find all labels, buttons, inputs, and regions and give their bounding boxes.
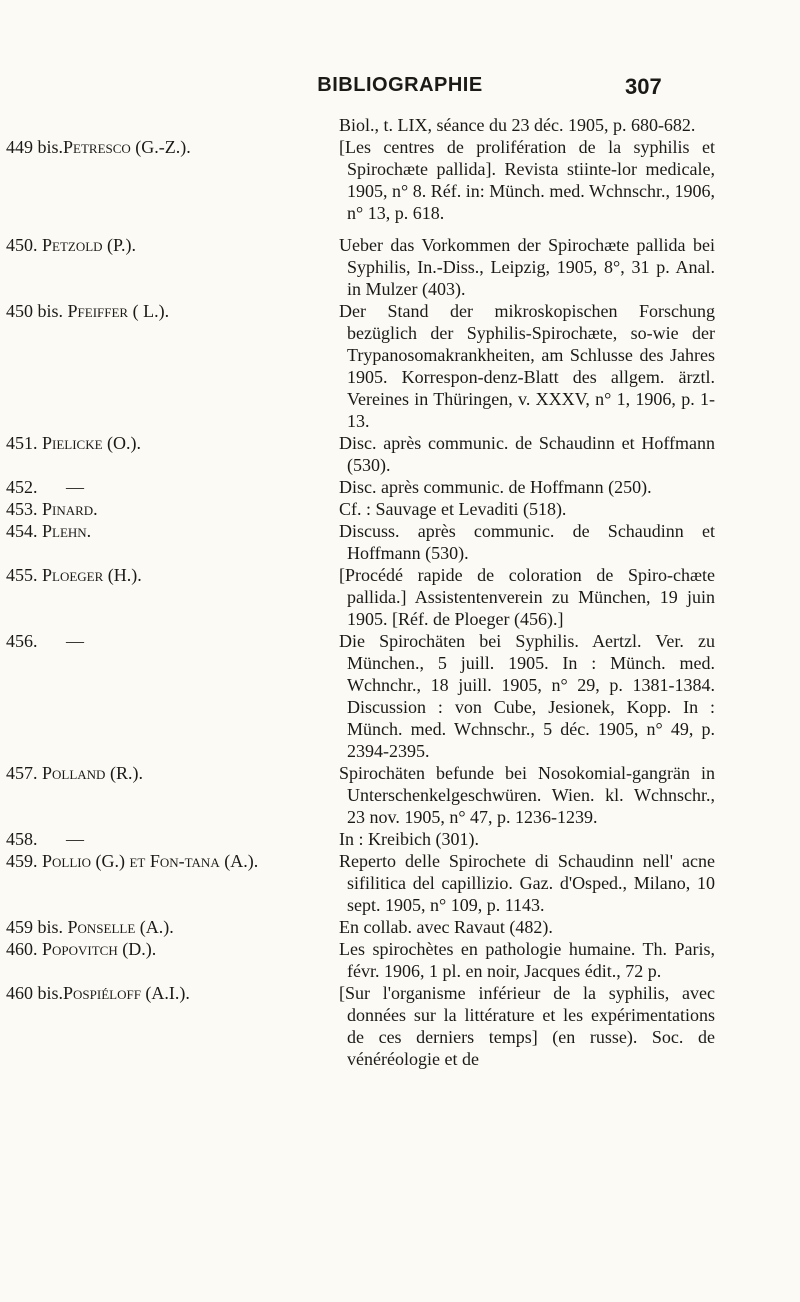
entry-text: Spirochäten befunde bei Nosokomial-gangrän in Unterschenkelgeschwüren. Wien. kl. Wchnschr., 23 nov. 1905, n° 47, p. 1236-1239. [339, 763, 715, 827]
bibliography-entry [0, 498, 800, 520]
entry-text: [Procédé rapide de coloration de Spiro-chæte pallida.] Assistentenverein zu München, 19 juin 1905. [Réf. de Ploeger (456).] [339, 565, 715, 629]
entry-text: En collab. avec Ravaut (482). [339, 917, 553, 937]
bibliography-entry [0, 476, 800, 498]
bibliography-entry [0, 850, 800, 916]
entry-author: 450 bis. Pfeiffer ( L.). [6, 301, 170, 321]
entry-text: Der Stand der mikroskopischen Forschung bezüglich der Syphilis-Spirochæte, so-wie der Trypanosomakrankheiten, am Schlusse des Jahres 1905. Korrespon-denz-Blatt des allgem. ärztl. Vereines in Thüringen, v. XXXV, n° 1, 1906, p. 1-13. [339, 301, 715, 431]
entry-author: 459. Pollio (G.) et Fon-tana (A.). [6, 851, 259, 871]
bibliography-entry [0, 520, 800, 564]
running-title: BIBLIOGRAPHIE [317, 74, 483, 96]
entry-author: 457. Polland (R.). [6, 763, 143, 783]
bibliography-entry [0, 916, 800, 938]
bibliography-entry [0, 630, 800, 762]
entry-author: 451. Pielicke (O.). [6, 433, 142, 453]
entry-text: In : Kreibich (301). [339, 829, 479, 849]
entry-author: 454. Plehn. [6, 521, 92, 541]
entry-text: Discuss. après communic. de Schaudinn et Hoffmann (530). [339, 521, 715, 563]
entry-text: Disc. après communic. de Hoffmann (250). [339, 477, 652, 497]
bibliography-entry [0, 114, 800, 136]
entry-author: 452. — [6, 477, 84, 497]
entry-text: Ueber das Vorkommen der Spirochæte pallida bei Syphilis, In.-Diss., Leipzig, 1905, 8°, 31 p. Anal. in Mulzer (403). [339, 235, 715, 299]
entry-text: [Sur l'organisme inférieur de la syphilis, avec données sur la littérature et les expérimentations de ces derniers temps] (en russe). Soc. de vénéréologie et de [339, 983, 715, 1069]
entry-text: [Les centres de prolifération de la syphilis et Spirochæte pallida]. Revista stiinte-lor medicale, 1905, n° 8. Réf. in: Münch. med. Wchnschr., 1906, n° 13, p. 618. [339, 137, 715, 223]
entry-text: Biol., t. LIX, séance du 23 déc. 1905, p. 680-682. [339, 115, 696, 135]
bibliography-entry [0, 136, 800, 224]
bibliography-entry [0, 938, 800, 982]
entry-text: Reperto delle Spirochete di Schaudinn nell' acne sifilitica del capillizio. Gaz. d'Osped., Milano, 10 sept. 1905, n° 109, p. 1143. [339, 851, 715, 915]
bibliography-entry [0, 762, 800, 828]
entry-author: 460. Popovitch (D.). [6, 939, 157, 959]
entry-text: Disc. après communic. de Schaudinn et Hoffmann (530). [339, 433, 715, 475]
bibliography-list [0, 114, 800, 1070]
entry-author: 460 bis.Pospiéloff (A.I.). [6, 983, 190, 1003]
entry-text: Les spirochètes en pathologie humaine. Th. Paris, févr. 1906, 1 pl. en noir, Jacques édit., 72 p. [339, 939, 715, 981]
bibliography-entry [0, 564, 800, 630]
bibliography-entry [0, 300, 800, 432]
bibliography-entry [0, 432, 800, 476]
entry-author: 458. — [6, 829, 84, 849]
entry-text: Cf. : Sauvage et Levaditi (518). [339, 499, 567, 519]
page-number: 307 [625, 74, 662, 99]
entry-author: 453. Pinard. [6, 499, 98, 519]
bibliography-entry [0, 982, 800, 1070]
entry-author: 455. Ploeger (H.). [6, 565, 142, 585]
entry-author: 450. Petzold (P.). [6, 235, 137, 255]
page-header [0, 74, 800, 104]
entry-author: 449 bis.Petresco (G.-Z.). [6, 137, 191, 157]
entry-author: 459 bis. Ponselle (A.). [6, 917, 174, 937]
entry-text: Die Spirochäten bei Syphilis. Aertzl. Ver. zu München., 5 juill. 1905. In : Münch. med. Wchnchr., 18 juill. 1905, n° 29, p. 1381-1384. Discussion : von Cube, Jesionek, Kopp. In : Münch. med. Wchnschr., 5 déc. 1905, n° 49, p. 2394-2395. [339, 631, 715, 761]
entry-author: 456. — [6, 631, 84, 651]
bibliography-entry [0, 828, 800, 850]
bibliography-entry [0, 234, 800, 300]
